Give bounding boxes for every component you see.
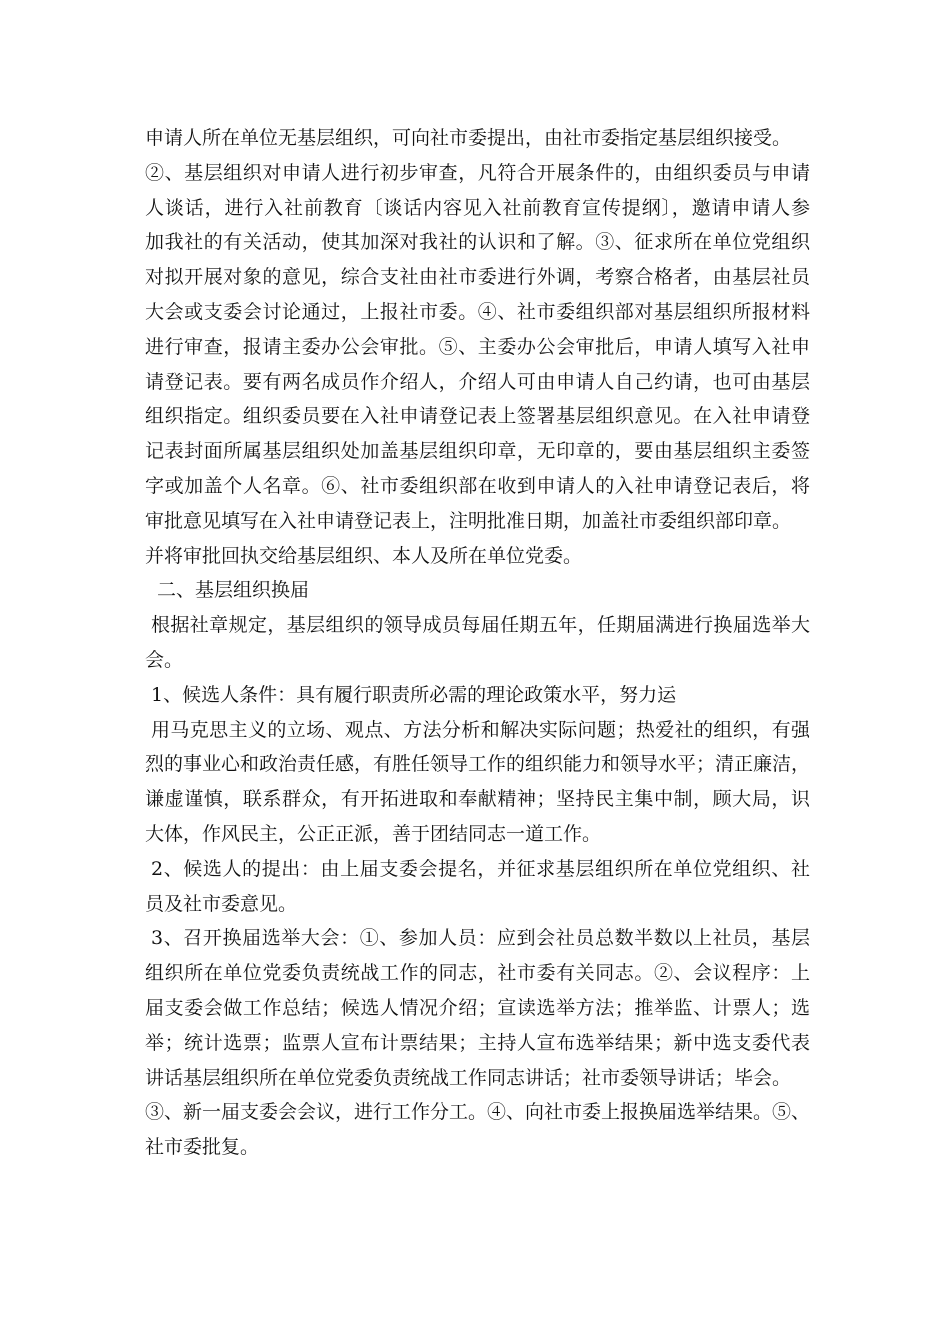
text-line: 会。 (145, 648, 184, 671)
text-line: 举；统计选票；监票人宣布计票结果；主持人宣布选举结果；新中选支委代表 (145, 1031, 810, 1054)
text-line: 请登记表。要有两名成员作介绍人，介绍人可由申请人自己约请，也可由基层 (145, 370, 810, 393)
text-line: 对拟开展对象的意见，综合支社由社市委进行外调，考察合格者，由基层社员 (145, 266, 810, 289)
text-line: ②、基层组织对申请人进行初步审查，凡符合开展条件的，由组织委员与申请 (145, 161, 810, 184)
text-line: 谦虚谨慎，联系群众，有开拓进取和奉献精神；坚持民主集中制，顾大局，识 (145, 788, 810, 811)
text-line: 届支委会做工作总结；候选人情况介绍；宣读选举方法；推举监、计票人；选 (145, 996, 810, 1019)
section-heading: 二、基层组织换届 (157, 579, 310, 602)
text-line: 社市委批复。 (145, 1136, 260, 1159)
text-line: 2、候选人的提出：由上届支委会提名，并征求基层组织所在单位党组织、社 (151, 857, 810, 880)
text-line: 字或加盖个人名章。⑥、社市委组织部在收到申请人的入社申请登记表后，将 (145, 474, 810, 497)
text-line: 根据社章规定，基层组织的领导成员每届任期五年，任期届满进行换届选举大 (151, 614, 810, 637)
text-line: 审批意见填写在入社申请登记表上，注明批准日期，加盖社市委组织部印章。 (145, 509, 792, 532)
text-line: 组织指定。组织委员要在入社申请登记表上签署基层组织意见。在入社申请登 (145, 405, 810, 428)
text-line: 加我社的有关活动，使其加深对我社的认识和了解。③、征求所在单位党组织 (145, 231, 810, 254)
text-line: 进行审查，报请主委办公会审批。⑤、主委办公会审批后，申请人填写入社申 (145, 335, 810, 358)
text-line: 申请人所在单位无基层组织，可向社市委提出，由社市委指定基层组织接受。 (145, 127, 792, 149)
text-line: 组织所在单位党委负责统战工作的同志，社市委有关同志。②、会议程序：上 (145, 962, 810, 985)
text-line: 烈的事业心和政治责任感，有胜任领导工作的组织能力和领导水平；清正廉洁， (145, 753, 811, 776)
text-line: 记表封面所属基层组织处加盖基层组织印章，无印章的，要由基层组织主委签 (145, 440, 810, 463)
text-line: 大会或支委会讨论通过，上报社市委。④、社市委组织部对基层组织所报材料 (145, 300, 810, 323)
text-line: 1、候选人条件：具有履行职责所必需的理论政策水平，努力运 (151, 683, 677, 706)
text-line: 并将审批回执交给基层组织、本人及所在单位党委。 (145, 544, 583, 567)
document-body (145, 121, 810, 1165)
text-line: 用马克思主义的立场、观点、方法分析和解决实际问题；热爱社的组织，有强 (151, 718, 810, 741)
text-line: ③、新一届支委会会议，进行工作分工。④、向社市委上报换届选举结果。⑤、 (145, 1101, 811, 1124)
text-line: 大体，作风民主，公正正派，善于团结同志一道工作。 (145, 822, 602, 845)
text-line: 讲话基层组织所在单位党委负责统战工作同志讲话；社市委领导讲话；毕会。 (145, 1066, 792, 1089)
text-line: 员及社市委意见。 (145, 892, 298, 915)
text-line: 人谈话，进行入社前教育〔谈话内容见入社前教育宣传提纲〕，邀请申请人参 (145, 196, 810, 219)
text-line: 3、召开换届选举大会：①、参加人员：应到会社员总数半数以上社员，基层 (151, 927, 810, 950)
